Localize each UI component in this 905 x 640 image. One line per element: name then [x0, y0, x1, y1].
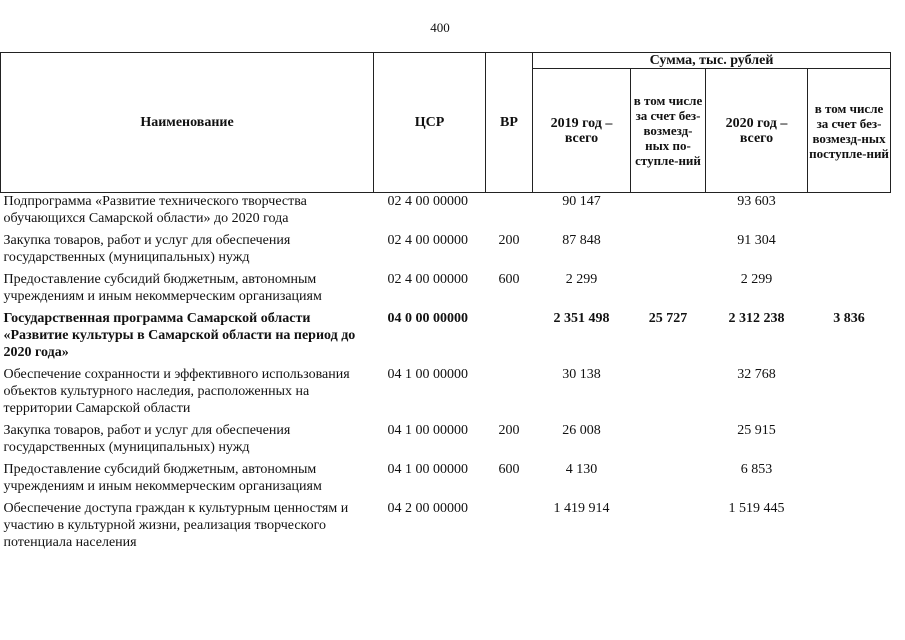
header-2020-free: в том числе за счет без-возмезд-ных поступле-ний	[808, 69, 891, 193]
row-vr: 600	[498, 462, 520, 477]
row-2019-total: 30 138	[562, 367, 601, 382]
table-row	[1, 422, 891, 461]
row-2019-free	[631, 271, 706, 310]
row-csr: 02 4 00 00000	[374, 193, 486, 233]
row-csr: 04 2 00 00000	[387, 501, 468, 516]
row-name: Предоставление субсидий бюджетным, автономным учреждениям и иным некоммерческим организациям	[3, 272, 322, 304]
row-name: Обеспечение сохранности и эффективного использования объектов культурного наследия, расположенных на территории Самарской области	[3, 367, 350, 416]
row-2019-total: 2 351 498	[553, 311, 610, 326]
row-2020-free	[808, 500, 891, 556]
row-2020-total: 1 519 445	[728, 501, 785, 516]
row-2019-free	[631, 366, 706, 422]
row-2020-free	[808, 422, 891, 461]
header-sum-group: Сумма, тыс. рублей	[533, 53, 891, 69]
row-vr	[486, 193, 533, 233]
row-2020-total: 32 768	[737, 367, 776, 382]
row-2020-total: 91 304	[737, 233, 776, 248]
row-vr	[486, 500, 533, 556]
header-vr: ВР	[486, 53, 533, 193]
row-2020-free	[808, 232, 891, 271]
header-csr: ЦСР	[374, 53, 486, 193]
row-2019-total: 2 299	[565, 272, 598, 287]
row-name: Закупка товаров, работ и услуг для обеспечения государственных (муниципальных) нужд	[3, 423, 291, 455]
row-2020-total: 93 603	[706, 193, 808, 233]
row-csr: 02 4 00 00000	[387, 272, 468, 287]
row-2020-free	[808, 366, 891, 422]
row-2019-total: 4 130	[565, 462, 598, 477]
page-number: 400	[430, 20, 450, 35]
row-2020-total: 2 299	[740, 272, 773, 287]
row-2020-total: 25 915	[737, 423, 776, 438]
budget-table	[0, 52, 891, 556]
row-csr: 04 1 00 00000	[387, 367, 468, 382]
row-name: Государственная программа Самарской области «Развитие культуры в Самарской области на период до 2020 года»	[3, 311, 356, 360]
row-csr: 04 1 00 00000	[387, 423, 468, 438]
table-row	[1, 271, 891, 310]
table-row	[1, 193, 891, 233]
row-2019-free	[631, 422, 706, 461]
row-2020-total: 6 853	[740, 462, 773, 477]
row-vr: 200	[498, 233, 520, 248]
header-name: Наименование	[1, 53, 374, 193]
row-2019-total: 1 419 914	[553, 501, 610, 516]
row-2019-free	[631, 232, 706, 271]
row-vr: 200	[498, 423, 520, 438]
table-row	[1, 366, 891, 422]
row-name: Обеспечение доступа граждан к культурным ценностям и участию в культурной жизни, реализация творческого потенциала населения	[3, 501, 349, 550]
row-2020-free: 3 836	[833, 311, 865, 326]
table-header	[1, 53, 891, 193]
table-row	[1, 232, 891, 271]
row-name: Предоставление субсидий бюджетным, автономным учреждениям и иным некоммерческим организациям	[3, 462, 322, 494]
row-csr: 04 0 00 00000	[387, 311, 468, 326]
row-vr: 600	[498, 272, 520, 287]
table-row	[1, 310, 891, 366]
row-2020-free	[808, 193, 891, 233]
row-2019-total: 26 008	[562, 423, 601, 438]
row-2019-free	[631, 461, 706, 500]
row-name: Закупка товаров, работ и услуг для обеспечения государственных (муниципальных) нужд	[3, 233, 291, 265]
row-csr: 02 4 00 00000	[387, 233, 468, 248]
row-2019-total: 90 147	[533, 193, 631, 233]
row-2020-total: 2 312 238	[728, 311, 785, 326]
row-csr: 04 1 00 00000	[387, 462, 468, 477]
row-2020-free	[808, 271, 891, 310]
header-2019-total: 2019 год – всего	[533, 69, 631, 193]
row-vr	[486, 310, 533, 366]
row-2019-free: 25 727	[648, 311, 688, 326]
row-name: Подпрограмма «Развитие технического творчества обучающихся Самарской области» до 2020 года	[1, 193, 374, 233]
table-row	[1, 500, 891, 556]
row-2019-total: 87 848	[562, 233, 601, 248]
header-2019-free: в том числе за счет без-возмезд-ных по-ступле-ний	[631, 69, 706, 193]
row-2019-free	[631, 500, 706, 556]
table-row	[1, 461, 891, 500]
table-body	[1, 193, 891, 557]
row-2020-free	[808, 461, 891, 500]
row-2019-free	[631, 193, 706, 233]
header-2020-total: 2020 год – всего	[706, 69, 808, 193]
row-vr	[486, 366, 533, 422]
